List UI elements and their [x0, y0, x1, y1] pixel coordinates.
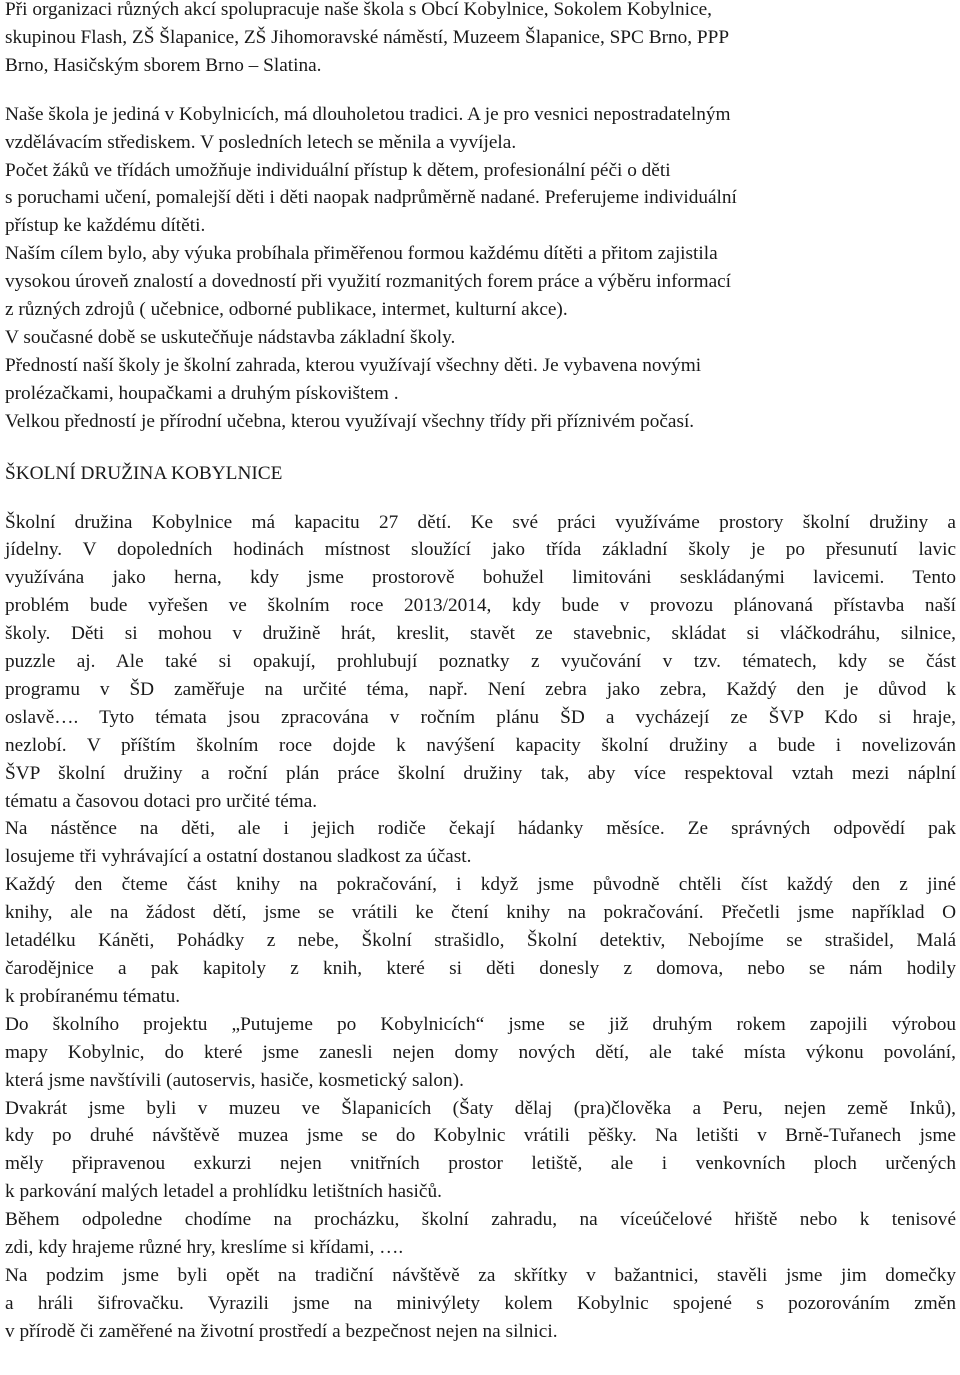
text-line: vzdělávacím střediskem. V posledních letech se měnila a vyvíjela.: [5, 131, 517, 153]
text-line: Brno, Hasičským sborem Brno – Slatina.: [5, 54, 322, 76]
text-line: která jsme navštívili (autoservis, hasiče, kosmetický salon).: [5, 1069, 464, 1091]
text-line: přístup ke každému dítěti.: [5, 215, 206, 237]
text-line: Naším cílem bylo, aby výuka probíhala přiměřenou formou každému dítěti a přitom zajistila: [5, 243, 718, 265]
text-line: mapy Kobylnic, do které jsme zanesli nejen domy nových dětí, ale také místa výkonu povolání,: [5, 1041, 956, 1063]
text-line: zdi, kdy hrajeme různé hry, kreslíme si křídami, ….: [5, 1237, 404, 1259]
text-line: skupinou Flash, ZŠ Šlapanice, ZŠ Jihomoravské náměstí, Muzeem Šlapanice, SPC Brno, PPP: [5, 26, 730, 48]
paragraph-gap: [5, 436, 956, 460]
text-line: puzzle aj. Ale také si opakují, prohlubují poznatky z vyučování v tzv. tématech, kdy se část: [5, 651, 956, 673]
school-description: [5, 101, 956, 436]
text-line: losujeme tři vyhrávající a ostatní dostanou sladkost za účast.: [5, 846, 472, 868]
text-line: nezlobí. V příštím školním roce dojde k navýšení kapacity školní družiny a bude i novelizován: [5, 734, 956, 756]
text-line: školy. Děti si mohou v družině hrát, kreslit, stavět ze stavebnic, skládat si vláčkodráhu, silnice,: [5, 623, 956, 645]
text-line: Naše škola je jediná v Kobylnicích, má dlouholetou tradici. A je pro vesnici nepostradatelným: [5, 103, 731, 125]
text-line: letadélku Káněti, Pohádky z nebe, Školní strašidlo, Školní detektiv, Nebojíme se strašidel, Malá: [5, 930, 956, 952]
text-line: měly připravenou exkurzi nejen vnitřních prostor letiště, ale i venkovních ploch určených: [5, 1153, 956, 1175]
text-line: Školní družina Kobylnice má kapacitu 27 dětí. Ke své práci využíváme prostory školní družiny a: [5, 511, 956, 533]
text-line: a hráli šifrovačku. Vyrazili jsme na minivýlety kolem Kobylnic spojené s pozorováním změn: [5, 1292, 956, 1314]
text-line: Při organizaci různých akcí spolupracuje naše škola s Obcí Kobylnice, Sokolem Kobylnice,: [5, 0, 712, 20]
text-line: z různých zdrojů ( učebnice, odborné publikace, intermet, kulturní akce).: [5, 299, 568, 321]
text-line: tématu a časovou dotaci pro určité téma.: [5, 790, 318, 812]
text-line: čarodějnice a pak kapitoly z knih, které si děti donesly z domova, nebo se nám hodily: [5, 958, 956, 979]
text-line: problém bude vyřešen ve školním roce 2013/2014, kdy bude v provozu plánovaná přístavba naší: [5, 595, 956, 617]
text-line: Během odpoledne chodíme na procházku, školní zahradu, na víceúčelové hřiště nebo k tenisové: [5, 1209, 956, 1231]
paragraph-gap: [5, 488, 956, 509]
text-line: Velkou předností je přírodní učebna, kterou využívají všechny třídy při příznivém počasí.: [5, 410, 695, 432]
text-line: Na nástěnce na děti, ale i jejich rodiče čekají hádanky měsíce. Ze správných odpovědí pak: [5, 818, 956, 840]
text-line: ŠVP školní družiny a roční plán práce školní družiny tak, aby více respektoval vztah mezi náplní: [5, 762, 956, 784]
text-line: programu v ŠD zaměřuje na určité téma, např. Není zebra jako zebra, Každý den je důvod k: [5, 678, 956, 700]
text-line: prolézačkami, houpačkami a druhým pískovištem .: [5, 382, 399, 404]
text-line: v přírodě či zaměřené na životní prostředí a bezpečnost nejen na silnici.: [5, 1320, 558, 1342]
text-line: využívána jako herna, kdy jsme prostorově bohužel limitováni seskládanými lavicemi. Tento: [5, 567, 956, 589]
after-school-club-text: [5, 509, 956, 1346]
text-line: s poruchami učení, pomalejší děti i děti naopak nadprůměrně nadané. Preferujeme individuální: [5, 187, 737, 209]
text-line: vysokou úroveň znalostí a dovedností při využití rozmanitých forem práce a výběru informací: [5, 271, 732, 293]
text-line: Na podzim jsme byli opět na tradiční návštěvě za skřítky v bažantnici, stavěli jsme jim domečky: [5, 1264, 956, 1286]
intro-paragraph: [5, 0, 956, 80]
text-line: k probíranému tématu.: [5, 985, 181, 1007]
text-line: Předností naší školy je školní zahrada, kterou využívají všechny děti. Je vybavena novými: [5, 354, 702, 376]
text-line: Dvakrát jsme byli v muzeu ve Šlapanicích (Šaty dělaj (pra)člověka a Peru, nejen země Inků),: [5, 1097, 956, 1119]
text-line: kdy po druhé návštěvě muzea jsme se do Kobylnic vrátili pěšky. Na letišti v Brně-Tuřanech jsme: [5, 1125, 956, 1147]
text-line: Každý den čteme část knihy na pokračování, i když jsme původně chtěli číst každý den z jiné: [5, 874, 956, 896]
text-line: V současné době se uskutečňuje nádstavba základní školy.: [5, 326, 456, 348]
paragraph-gap: [5, 80, 956, 101]
text-line: jídelny. V dopoledních hodinách místnost sloužící jako třída základní školy je po přesunutí lavic: [5, 539, 956, 561]
section-heading: ŠKOLNÍ DRUŽINA KOBYLNICE: [5, 462, 283, 484]
text-line: knihy, ale na žádost dětí, jsme se vrátili ke čtení knihy na pokračování. Přečetli jsme například O: [5, 902, 956, 924]
text-line: oslavě…. Tyto témata jsou zpracována v ročním plánu ŠD a vycházejí ze ŠVP Kdo si hraje,: [5, 706, 956, 728]
text-line: Počet žáků ve třídách umožňuje individuální přístup k dětem, profesionální péči o děti: [5, 159, 671, 181]
text-line: k parkování malých letadel a prohlídku letištních hasičů.: [5, 1181, 442, 1203]
text-line: Do školního projektu „Putujeme po Kobylnicích“ jsme se již druhým rokem zapojili výrobou: [5, 1013, 956, 1035]
